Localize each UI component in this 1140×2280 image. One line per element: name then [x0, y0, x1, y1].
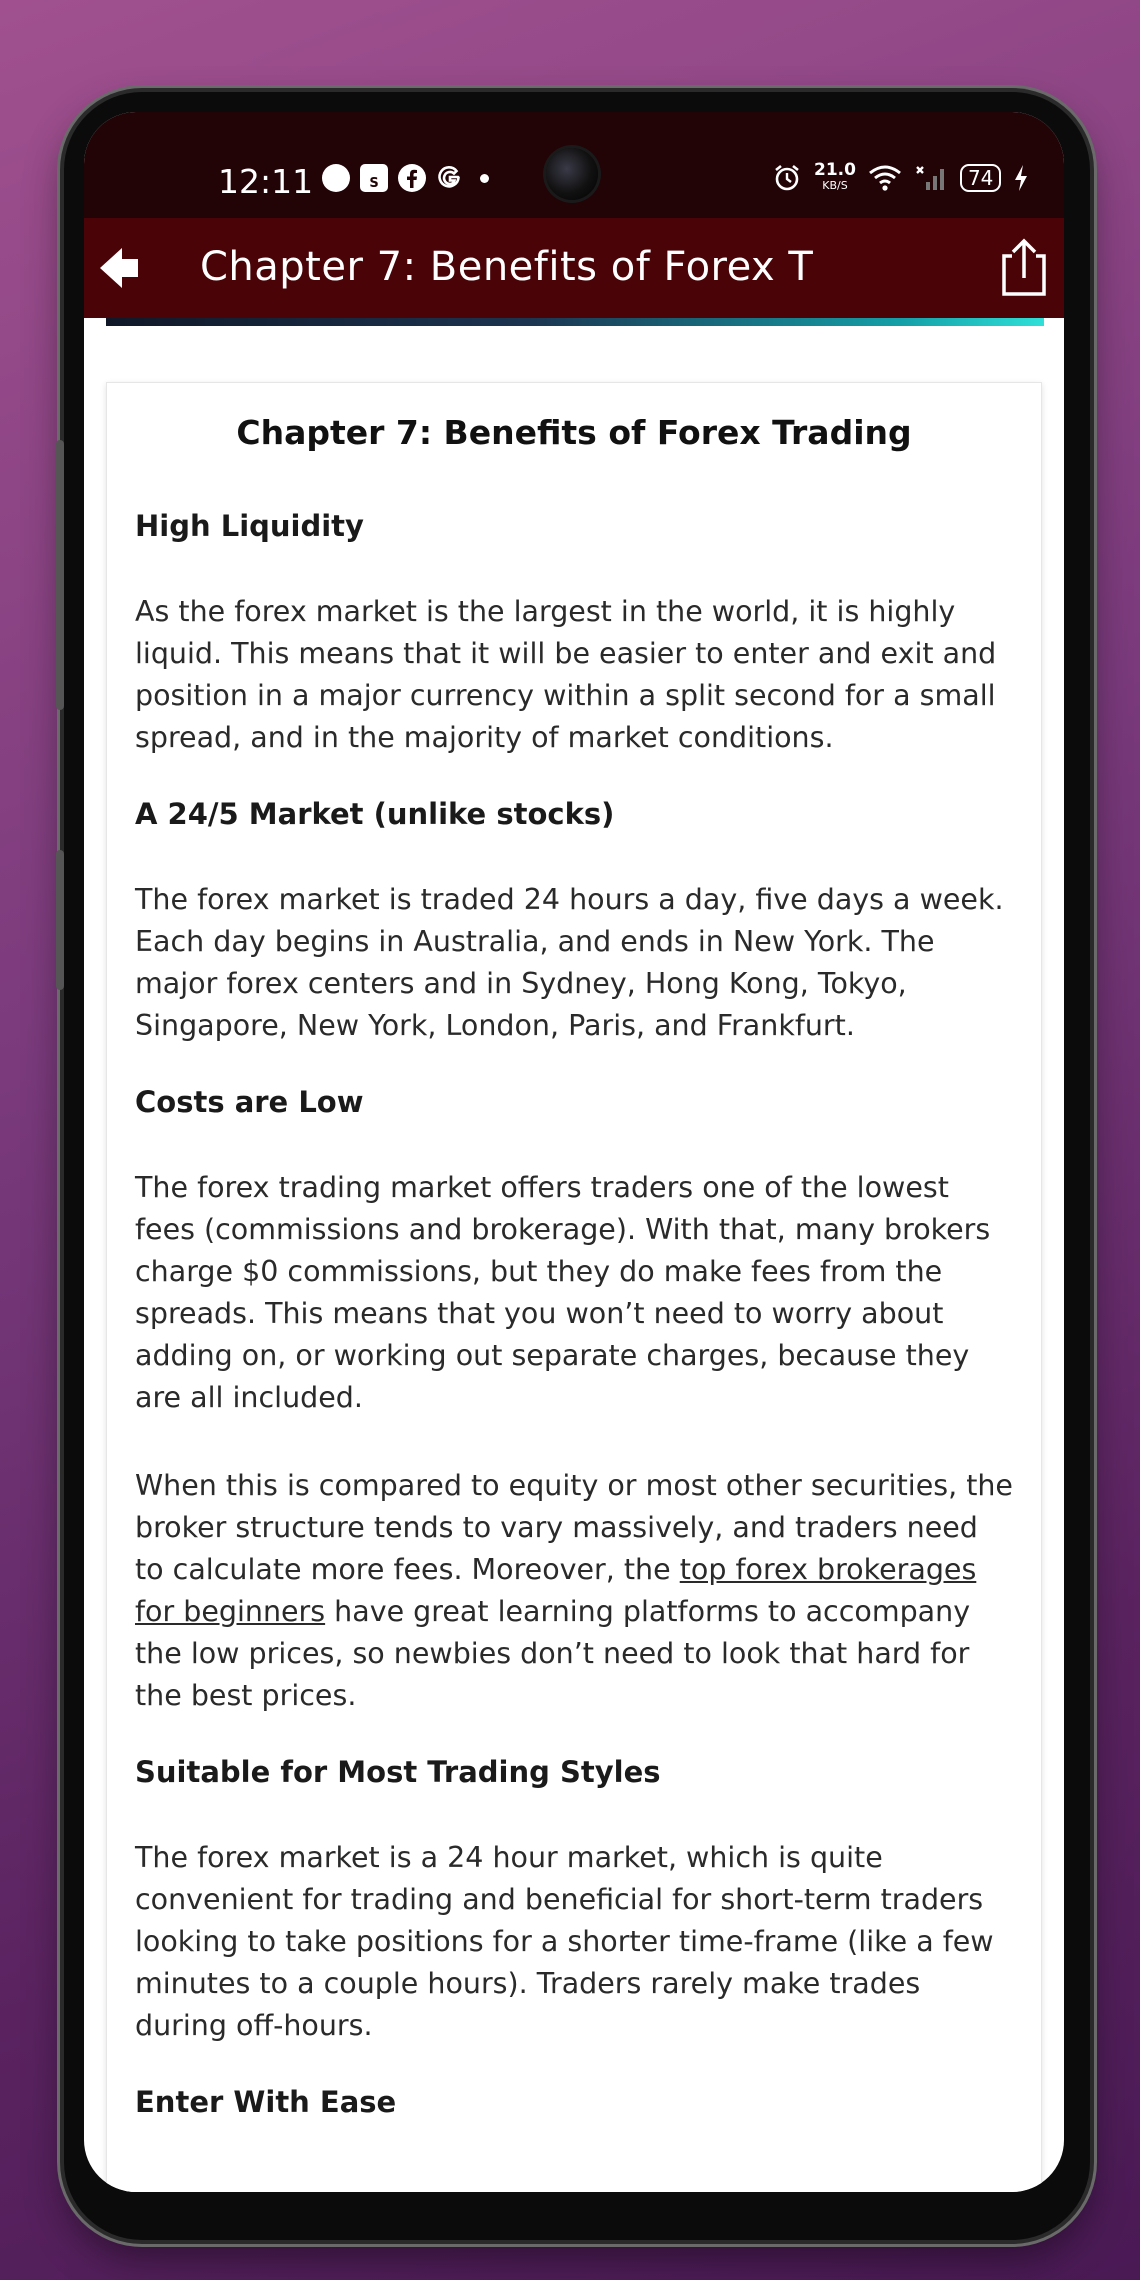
battery-level: 74	[967, 166, 994, 190]
article-title: Chapter 7: Benefits of Forex Trading	[236, 413, 912, 452]
notification-icons	[322, 164, 489, 192]
section-paragraph: The forex trading market offers traders one of the lowest fees (commissions and brokerage). With that, many brokers charge $0 commissions, but they do make fees from the spreads. This means that you won’t need to worry about adding on, or working out separate charges, because they are all included.	[135, 1171, 991, 1414]
status-bar	[84, 112, 1064, 218]
whatsapp-icon	[322, 164, 350, 192]
google-icon	[436, 164, 464, 192]
section-heading: A 24/5 Market (unlike stocks)	[135, 797, 615, 831]
section-heading: Costs are Low	[135, 1085, 364, 1119]
system-icons	[772, 162, 1029, 194]
section-heading: Enter With Ease	[135, 2085, 397, 2119]
section-paragraph	[135, 1465, 1013, 1717]
facebook-icon	[398, 164, 426, 192]
power-button	[56, 850, 64, 990]
section-heading: Suitable for Most Trading Styles	[135, 1755, 661, 1789]
section-heading: High Liquidity	[135, 509, 364, 543]
wifi-icon	[868, 164, 902, 192]
network-speed	[814, 162, 856, 194]
charging-icon	[1013, 164, 1029, 192]
chapter-banner-image	[106, 318, 1044, 326]
status-time: 12:11	[218, 162, 314, 201]
top-forex-brokerages-link[interactable]: top forex brokerages for beginners	[135, 1553, 977, 1628]
shopping-bag-icon	[360, 164, 388, 192]
article-card	[106, 382, 1042, 2192]
share-icon	[998, 238, 1050, 298]
svg-text:S: S	[369, 176, 379, 191]
battery-icon	[960, 164, 1001, 192]
app-bar-title: Chapter 7: Benefits of Forex T	[200, 244, 814, 290]
paragraph-text: have great learning platforms to accompany the low prices, so newbies don’t need to look that hard for the best prices.	[135, 1595, 971, 1712]
share-button[interactable]	[998, 238, 1050, 298]
network-speed-value: 21.0	[814, 160, 856, 180]
section-paragraph: As the forex market is the largest in the world, it is highly liquid. This means that it will be easier to enter and exit and position in a major currency within a split second for a small spread, and in the majority of market conditions.	[135, 595, 997, 754]
front-camera	[546, 148, 598, 200]
screen	[84, 112, 1064, 2192]
section-paragraph: The forex market is traded 24 hours a day, five days a week. Each day begins in Australia, and ends in New York. The major forex centers and in Sydney, Hong Kong, Tokyo, Singapore, New York, London, Paris, and Frankfurt.	[135, 883, 1004, 1042]
back-button[interactable]	[96, 240, 152, 296]
alarm-icon	[772, 163, 802, 193]
network-speed-unit: KB/S	[822, 179, 848, 192]
signal-icon	[914, 164, 948, 192]
section-paragraph: The forex market is a 24 hour market, which is quite convenient for trading and beneficial for short-term traders looking to take positions for a shorter time-frame (like a few minutes to a couple hours). Traders rarely make trades during off-hours.	[135, 1841, 994, 2042]
back-arrow-icon	[96, 240, 152, 296]
app-bar	[84, 218, 1064, 318]
volume-button	[56, 440, 64, 710]
more-notifications-dot	[480, 174, 489, 183]
paragraph-text: When this is compared to equity or most other securities, the broker structure tends to vary massively, and traders need to calculate more fees. Moreover, the	[135, 1469, 1013, 1586]
